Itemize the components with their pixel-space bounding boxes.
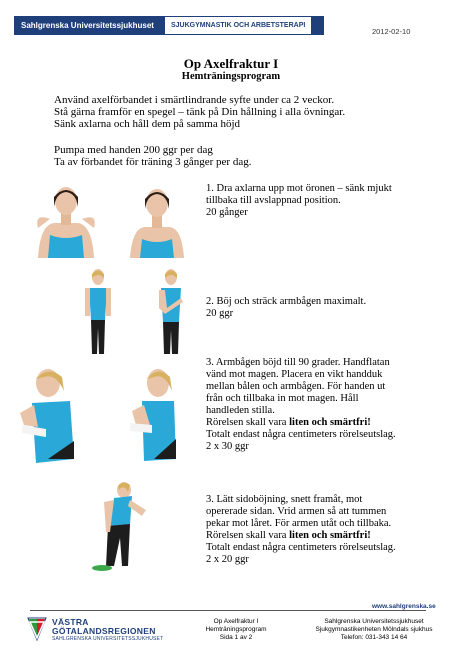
footer-hospital: Sahlgrenska Universitetssjukhuset — [324, 618, 424, 625]
exercise-2-photo-b — [151, 268, 189, 354]
exercise-1-photo-a — [30, 183, 102, 258]
emphasis-prefix: Rörelsen skall vara — [206, 417, 290, 428]
exercise-2-line: 2. Böj och sträck armbågen maximalt. — [206, 296, 367, 307]
footer-contact — [300, 618, 448, 642]
exercise-1-photo-b — [126, 183, 188, 258]
exercise-4-line: 3. Lätt sidoböjning, snett framåt, mot — [206, 494, 363, 505]
page-subtitle: Hemträningsprogram — [181, 71, 281, 82]
exercise-3-line: Totalt endast några centimeters rörelseutslag. — [206, 429, 396, 440]
footer-department: Sjukgymnastikenheten Mölndals sjukhus — [315, 626, 433, 633]
exercise-4-line: 2 x 20 ggr — [206, 554, 249, 565]
footer-doc-info — [198, 618, 274, 642]
emphasis-text: liten och smärtfri! — [289, 417, 371, 428]
exercise-3-line: mellan bålen och armbågen. För handen ut — [206, 381, 386, 392]
exercise-3-line: vänd mot magen. Placera en vikt handduk — [206, 369, 383, 380]
header-hospital-name: Sahlgrenska Universitetssjukhuset — [15, 17, 165, 34]
footer-phone: Telefon: 031-343 14 64 — [340, 634, 408, 641]
exercise-4-line: Totalt endast några centimeters rörelseutslag. — [206, 542, 396, 553]
footer-divider — [30, 610, 426, 611]
exercise-3-emphasis-line — [206, 417, 416, 429]
exercise-2-photo-a — [82, 268, 114, 354]
intro-line: Använd axelförbandet i smärtlindrande syfte under ca 2 veckor. — [54, 94, 335, 106]
footer-page-number: Sida 1 av 2 — [219, 634, 253, 641]
exercise-4-emphasis-line — [206, 530, 416, 542]
footer-doc-title: Op Axelfraktur I — [213, 618, 259, 625]
vgr-logo-icon — [26, 616, 48, 642]
footer-doc-subtitle: Hemträningsprogram — [205, 626, 267, 633]
header-department: SJUKGYMNASTIK OCH ARBETSTERAPI — [171, 22, 306, 29]
exercise-1-line: 1. Dra axlarna upp mot öronen – sänk mjukt — [206, 183, 392, 194]
exercise-2-line: 20 ggr — [206, 308, 234, 319]
header-accent-block — [311, 17, 323, 34]
footer-org-name: VÄSTRA — [52, 617, 89, 627]
footer-url[interactable]: www.sahlgrenska.se — [372, 603, 436, 610]
emphasis-text: liten och smärtfri! — [289, 530, 371, 541]
instruction-line: Pumpa med handen 200 ggr per dag — [54, 144, 213, 156]
emphasis-prefix: Rörelsen skall vara — [206, 530, 290, 541]
exercise-3-line: 3. Armbågen böjd till 90 grader. Handflatan — [206, 357, 390, 368]
exercise-4-line: pekar mot låret. För armen utåt och tillbaka. — [206, 518, 392, 529]
exercise-4-photo — [84, 480, 162, 572]
instruction-line: Ta av förbandet för träning 3 gånger per dag. — [54, 156, 252, 168]
page-title: Op Axelfraktur I — [183, 56, 279, 71]
footer-org-name: GÖTALANDSREGIONEN — [52, 626, 156, 636]
intro-line: Sänk axlarna och håll dem på samma höjd — [54, 118, 241, 130]
exercise-3-photo-b — [128, 367, 188, 467]
exercise-3-line: 2 x 30 ggr — [206, 441, 249, 452]
header-banner — [14, 16, 324, 35]
exercise-3-photo-a — [18, 367, 92, 467]
exercise-3-line: från och tillbaka in mot magen. Håll — [206, 393, 359, 404]
exercise-1-line: tillbaka till avslappnad position. — [206, 195, 341, 206]
document-date: 2012-02-10 — [372, 27, 411, 36]
exercise-3-line: handleden stilla. — [206, 405, 275, 416]
exercise-1-line: 20 gånger — [206, 207, 248, 218]
exercise-4-line: opererade sidan. Vrid armen så att tummen — [206, 506, 387, 517]
intro-line: Stå gärna framför en spegel – tänk på Din hållning i alla övningar. — [54, 106, 346, 118]
footer-org-sub: SAHLGRENSKA UNIVERSITETSSJUKHUSET — [52, 636, 164, 642]
